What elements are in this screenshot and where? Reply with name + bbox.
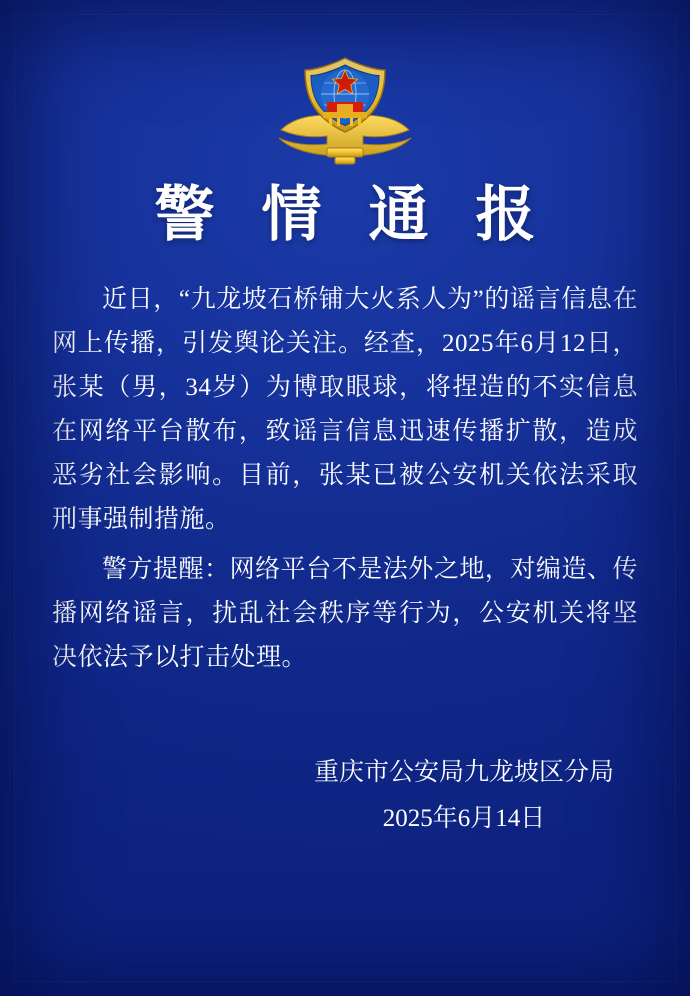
notice-paragraph-2: 警方提醒：网络平台不是法外之地，对编造、传播网络谣言，扰乱社会秩序等行为，公安机关将坚决依法予以打击处理。 xyxy=(52,556,638,671)
emblem-container xyxy=(0,52,690,172)
notice-body xyxy=(52,278,638,686)
issuing-organization: 重庆市公安局九龙坡区分局 xyxy=(313,759,614,786)
notice-paragraph-1: 近日，“九龙坡石桥铺大火系人为”的谣言信息在网上传播，引发舆论关注。经查，2025年6月12日，张某（男，34岁）为博取眼球，将捏造的不实信息在网络平台散布，致谣言信息迅速传播扩散，造成恶劣社会影响。目前，张某已被公安机关依法采取刑事强制措施。 xyxy=(52,286,638,533)
china-police-badge-icon xyxy=(265,52,425,172)
signature-block xyxy=(314,750,614,842)
page-title: 警 情 通 报 xyxy=(154,182,552,248)
issue-date: 2025年6月14日 xyxy=(382,805,546,832)
